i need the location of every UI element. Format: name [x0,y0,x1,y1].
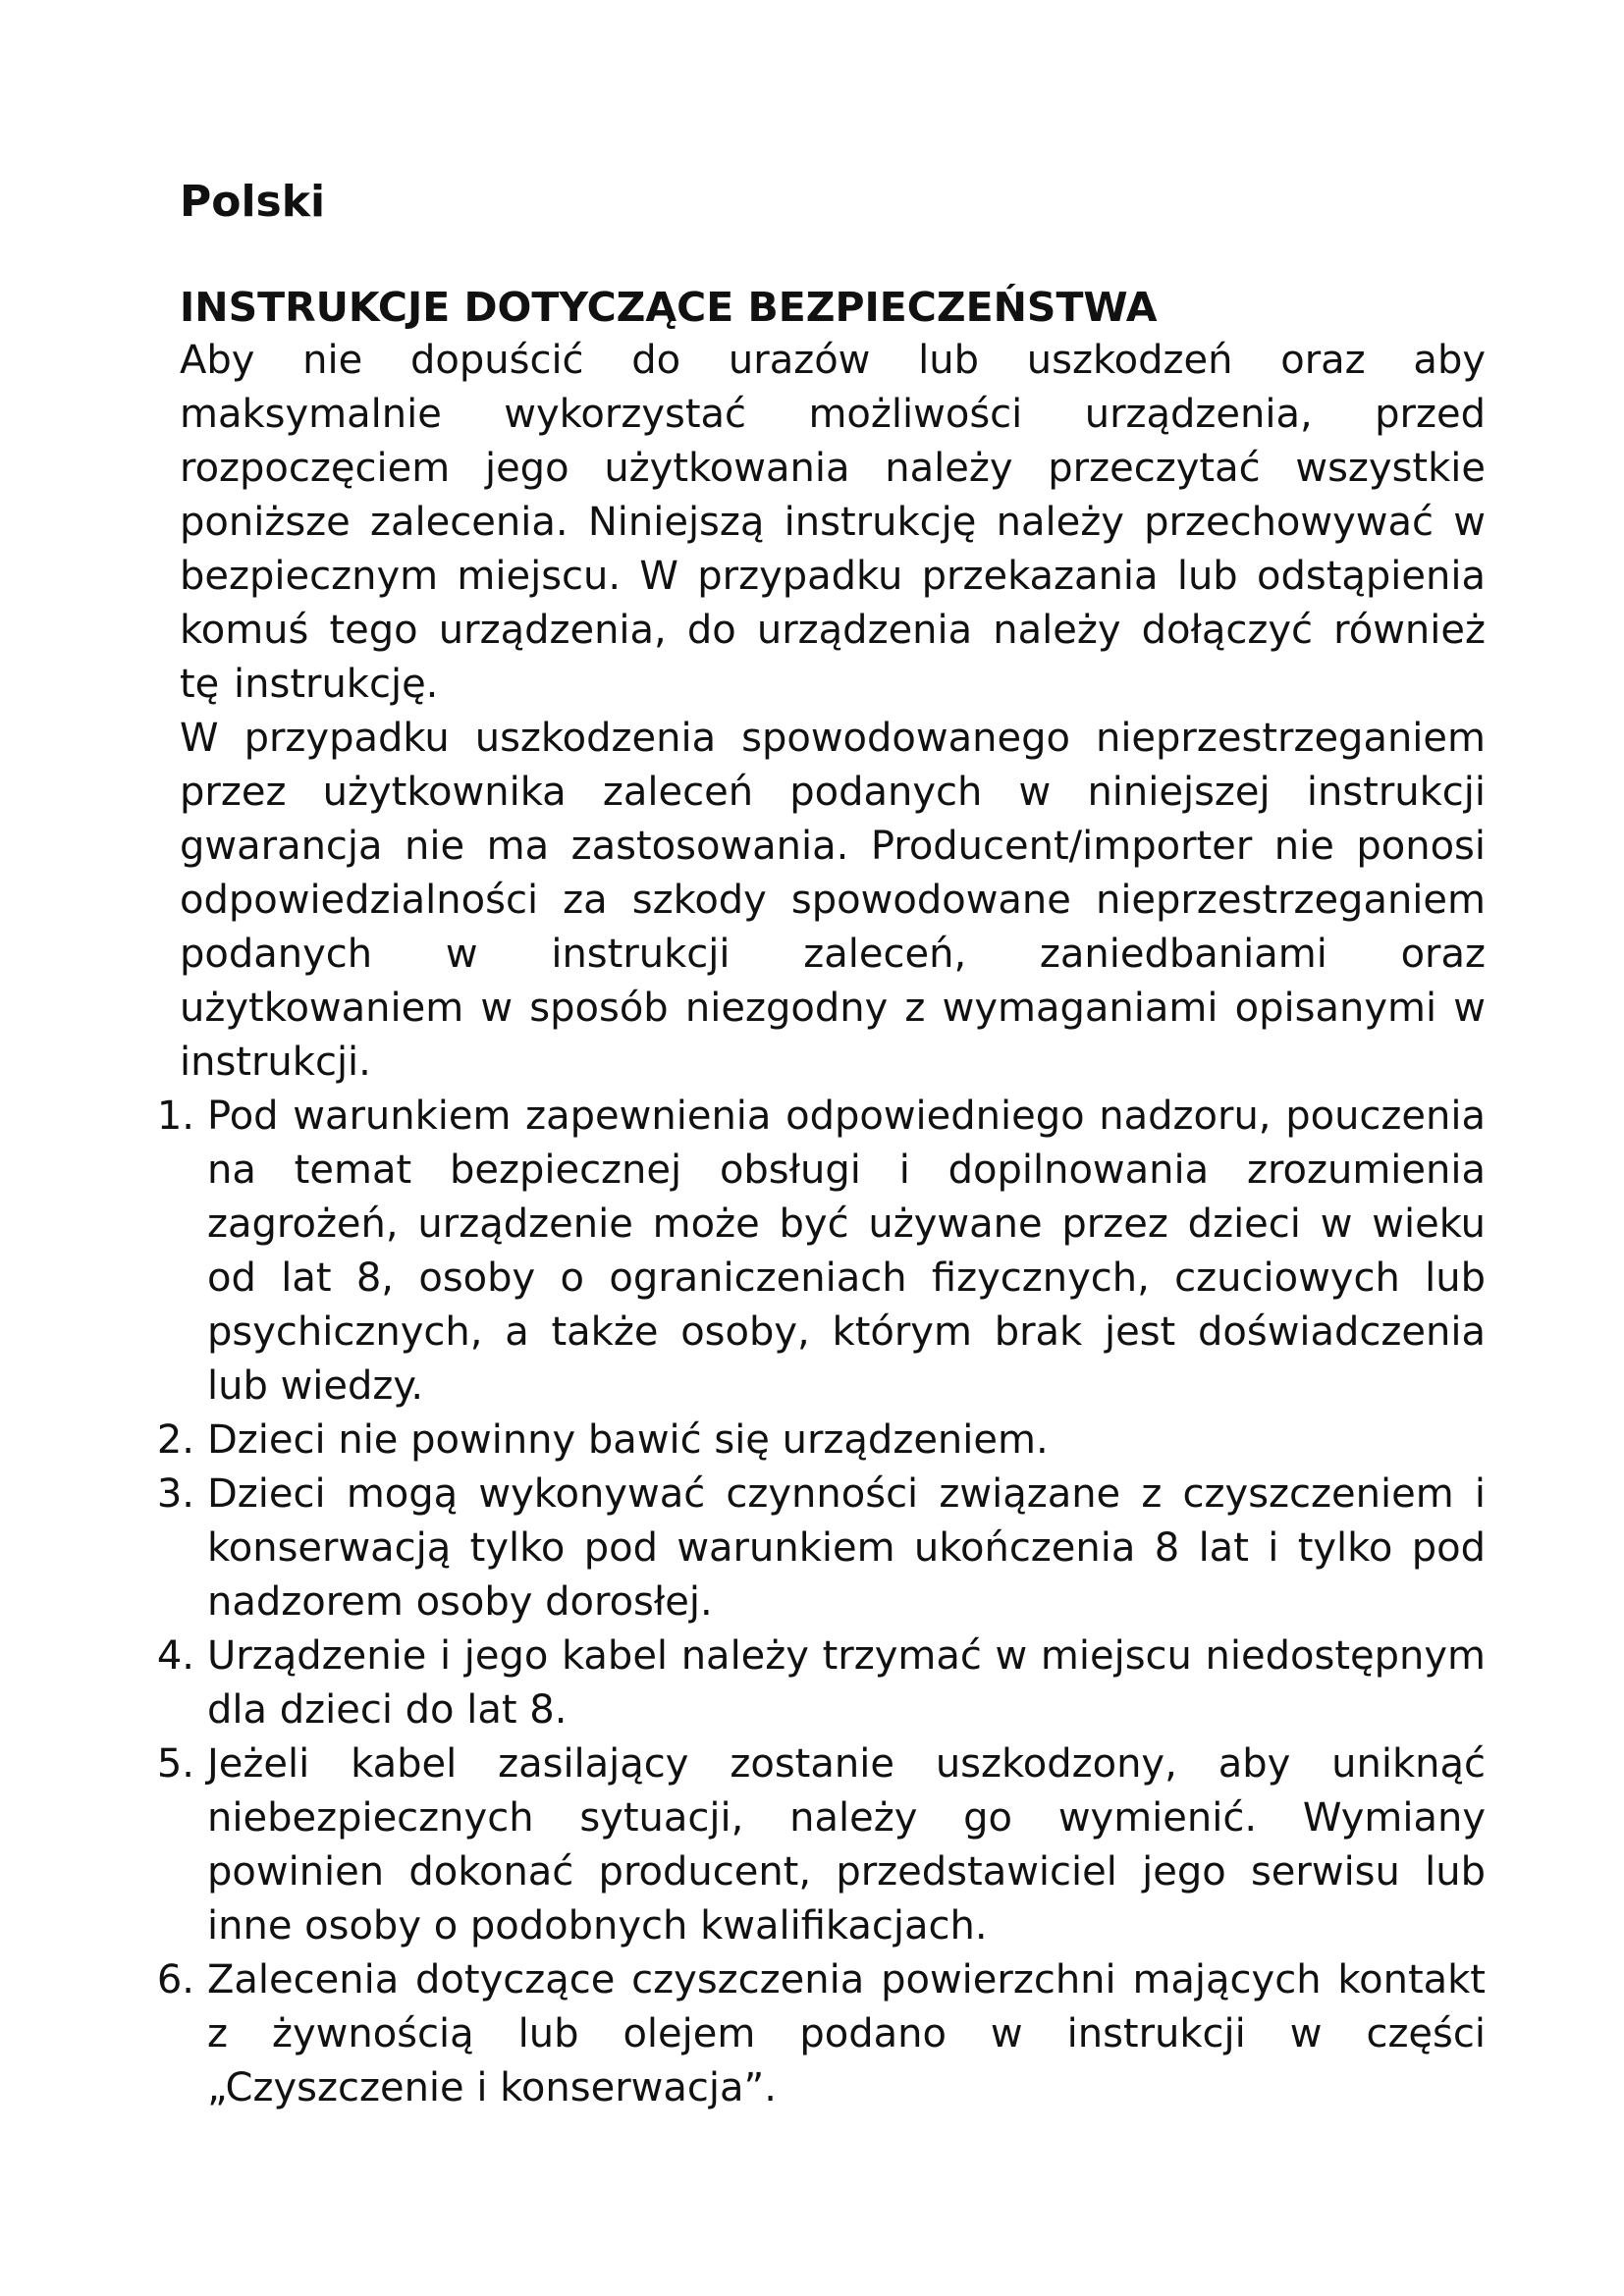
list-item [153,1090,1486,1414]
list-item [153,1953,1486,2115]
document-content [156,175,1486,2115]
list-item-number: 2. [156,1417,194,1463]
list-item [153,1737,1486,1953]
list-item-text: Zalecenia dotyczące czyszczenia powierzchni mających kontakt z żywnością lub olejem podano w instrukcji w części „Czyszczenie i konserwacja”. [207,1957,1486,2110]
warranty-paragraph: W przypadku uszkodzenia spowodowanego nieprzestrzeganiem przez użytkownika zaleceń podanych w niniejszej instrukcji gwarancja nie ma zastosowania. Producent/importer nie ponosi odpowiedzialności za szkody spowodowane nieprzestrzeganiem podanych w instrukcji zaleceń, zaniedbaniami oraz użytkowaniem w sposób niezgodny z wymaganiami opisanymi w instrukcji. [180,716,1486,1085]
list-item-text: Urządzenie i jego kabel należy trzymać w miejscu niedostępnym dla dzieci do lat 8. [207,1633,1486,1733]
intro-paragraph: Aby nie dopuścić do urazów lub uszkodzeń oraz aby maksymalnie wykorzystać możliwości urządzenia, przed rozpoczęciem jego użytkowania należy przeczytać wszystkie poniższe zalecenia. Niniejszą instrukcję należy przechowywać w bezpiecznym miejscu. W przypadku przekazania lub odstąpienia komuś tego urządzenia, do urządzenia należy dołączyć również tę instrukcję. [180,338,1486,707]
list-item-number: 4. [156,1633,194,1679]
safety-list [156,1090,1486,2115]
list-item-number: 1. [156,1094,194,1139]
list-item-text: Dzieci mogą wykonywać czynności związane z czyszczeniem i konserwacją tylko pod warunkiem ukończenia 8 lat i tylko pod nadzorem osoby dorosłej. [207,1471,1486,1625]
list-item-number: 6. [156,1957,194,2002]
list-item [153,1629,1486,1737]
list-item-text: Jeżeli kabel zasilający zostanie uszkodzony, aby uniknąć niebezpiecznych sytuacji, należy go wymienić. Wymiany powinien dokonać producent, przedstawiciel jego serwisu lub inne osoby o podobnych kwalifikacjach. [207,1741,1486,1949]
list-item-text: Dzieci nie powinny bawić się urządzeniem. [207,1417,1049,1463]
list-item [153,1468,1486,1629]
list-item-number: 5. [156,1741,194,1787]
list-item [153,1414,1486,1468]
language-label: Polski [180,177,326,227]
section-heading: INSTRUKCJE DOTYCZĄCE BEZPIECZEŃSTWA [180,284,1158,331]
list-item-text: Pod warunkiem zapewnienia odpowiedniego nadzoru, pouczenia na temat bezpiecznej obsługi i dopilnowania zrozumienia zagrożeń, urządzenie może być używane przez dzieci w wieku od lat 8, osoby o ograniczeniach fizycznych, czuciowych lub psychicznych, a także osoby, którym brak jest doświadczenia lub wiedzy. [207,1094,1486,1409]
list-item-number: 3. [156,1471,194,1517]
